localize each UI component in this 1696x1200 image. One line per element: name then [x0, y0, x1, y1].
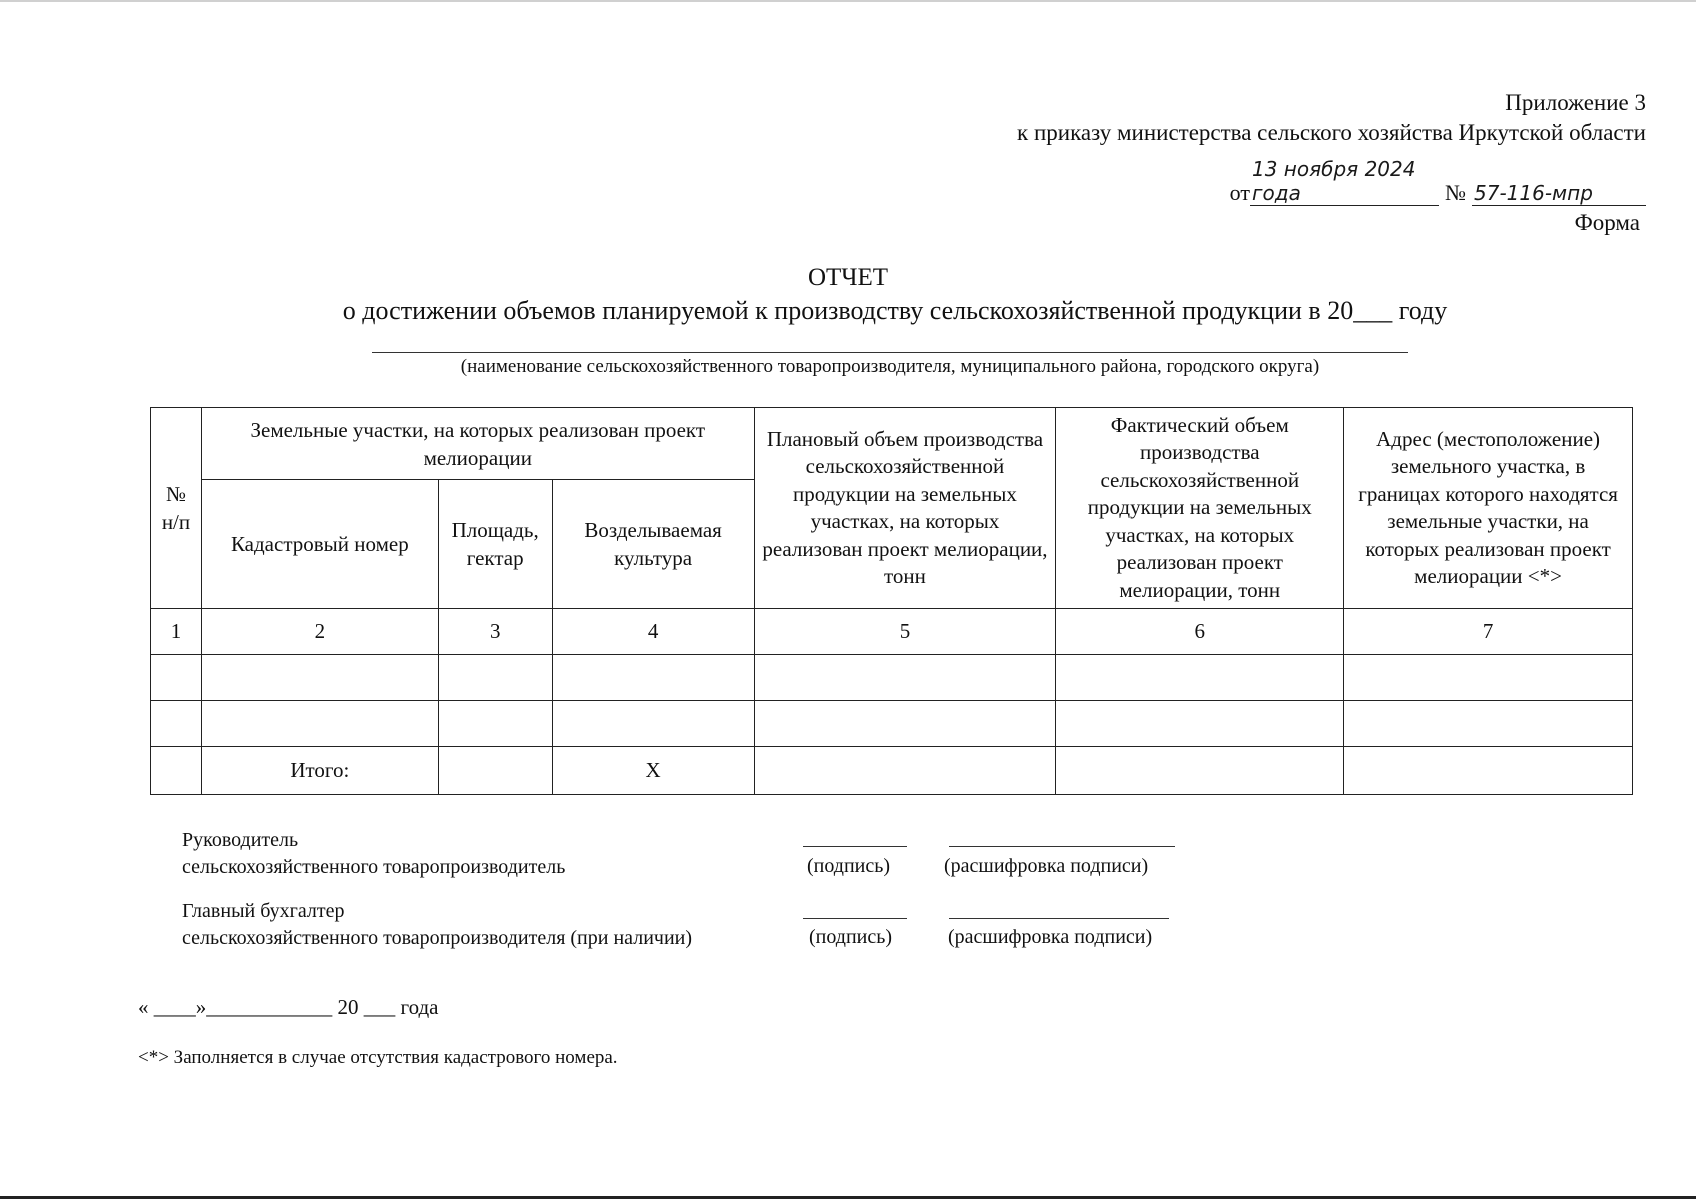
footnote: <*> Заполняется в случае отсутствия кадастрового номера. — [138, 1047, 618, 1068]
accountant-decode-caption: (расшифровка подписи) — [948, 926, 1153, 948]
handwritten-date: 13 ноября 2024 года — [1250, 157, 1439, 206]
head-decode-line[interactable] — [949, 846, 1175, 847]
top-border-line — [0, 0, 1696, 2]
date-line: « ____»____________ 20 ___ года — [138, 995, 439, 1019]
order-date-number — [1230, 157, 1646, 206]
column-header-number: № н/п — [151, 408, 202, 609]
table-cell[interactable] — [1344, 655, 1633, 701]
report-table — [150, 407, 1633, 795]
head-decode-caption: (расшифровка подписи) — [944, 855, 1149, 877]
column-header-cadastral: Кадастровый номер — [201, 480, 438, 609]
table-cell[interactable] — [151, 747, 202, 795]
accountant-title: Главный бухгалтер — [182, 900, 345, 922]
column-number: 2 — [201, 609, 438, 655]
table-cell[interactable] — [754, 655, 1056, 701]
column-number: 3 — [438, 609, 552, 655]
from-label: от — [1229, 180, 1250, 205]
accountant-decode-line[interactable] — [949, 918, 1169, 919]
order-reference: к приказу министерства сельского хозяйства Иркутской области — [1017, 120, 1646, 145]
table-cell[interactable] — [1056, 655, 1344, 701]
accountant-sign-caption: (подпись) — [809, 926, 893, 948]
report-subtitle: о достижении объемов планируемой к производству сельскохозяйственной продукции в 20___ году — [342, 296, 1448, 325]
table-cell[interactable] — [151, 701, 202, 747]
table-cell[interactable] — [438, 701, 552, 747]
total-crop-mark: X — [552, 747, 754, 795]
table-cell[interactable] — [754, 701, 1056, 747]
column-number-row — [151, 609, 1633, 655]
column-header-planned-volume: Плановый объем производства сельскохозяйственной продукции на земельных участках, на которых реализован проект мелиорации, тонн — [754, 408, 1056, 609]
column-number: 1 — [151, 609, 202, 655]
report-title: ОТЧЕТ — [807, 264, 889, 291]
accountant-signature-line[interactable] — [803, 918, 907, 919]
total-label: Итого: — [201, 747, 438, 795]
table-cell[interactable] — [552, 655, 754, 701]
column-header-address: Адрес (местоположение) земельного участка, в границах которого находятся земельные участки, на которых реализован проект мелиорации <*> — [1344, 408, 1633, 609]
total-row — [151, 747, 1633, 795]
head-sign-caption: (подпись) — [807, 855, 891, 877]
table-cell[interactable] — [552, 701, 754, 747]
accountant-signature-label — [182, 898, 692, 952]
appendix-header — [1017, 88, 1646, 148]
producer-caption: (наименование сельскохозяйственного товаропроизводителя, муниципального района, городского округа) — [460, 356, 1320, 377]
column-group-land-plots: Земельные участки, на которых реализован проект мелиорации — [201, 408, 754, 480]
table-cell[interactable] — [1056, 701, 1344, 747]
producer-name-line — [372, 352, 1408, 353]
total-address-cell[interactable] — [1344, 747, 1633, 795]
table-cell[interactable] — [151, 655, 202, 701]
total-area-cell[interactable] — [438, 747, 552, 795]
head-signature-line[interactable] — [803, 846, 907, 847]
column-header-crop: Возделываемая культура — [552, 480, 754, 609]
appendix-label: Приложение 3 — [1505, 90, 1646, 115]
column-number: 5 — [754, 609, 1056, 655]
column-number: 4 — [552, 609, 754, 655]
bottom-border-line — [0, 1196, 1696, 1199]
head-organization: сельскохозяйственного товаропроизводитель — [182, 856, 566, 878]
column-header-actual-volume: Фактический объем производства сельскохозяйственной продукции на земельных участках, на которых реализован проект мелиорации, тонн — [1056, 408, 1344, 609]
table-cell[interactable] — [1344, 701, 1633, 747]
table-row — [151, 655, 1633, 701]
accountant-organization: сельскохозяйственного товаропроизводителя (при наличии) — [182, 927, 693, 949]
head-title: Руководитель — [182, 829, 299, 851]
form-label: Форма — [1574, 210, 1640, 235]
table-cell[interactable] — [201, 701, 438, 747]
table-row — [151, 701, 1633, 747]
total-actual-cell[interactable] — [1056, 747, 1344, 795]
number-label: № — [1445, 180, 1466, 205]
table-cell[interactable] — [438, 655, 552, 701]
handwritten-number: 57-116-мпр — [1472, 181, 1646, 206]
column-number: 7 — [1344, 609, 1633, 655]
column-number: 6 — [1056, 609, 1344, 655]
head-signature-label — [182, 827, 565, 881]
table-cell[interactable] — [201, 655, 438, 701]
column-header-area: Площадь, гектар — [438, 480, 552, 609]
total-planned-cell[interactable] — [754, 747, 1056, 795]
